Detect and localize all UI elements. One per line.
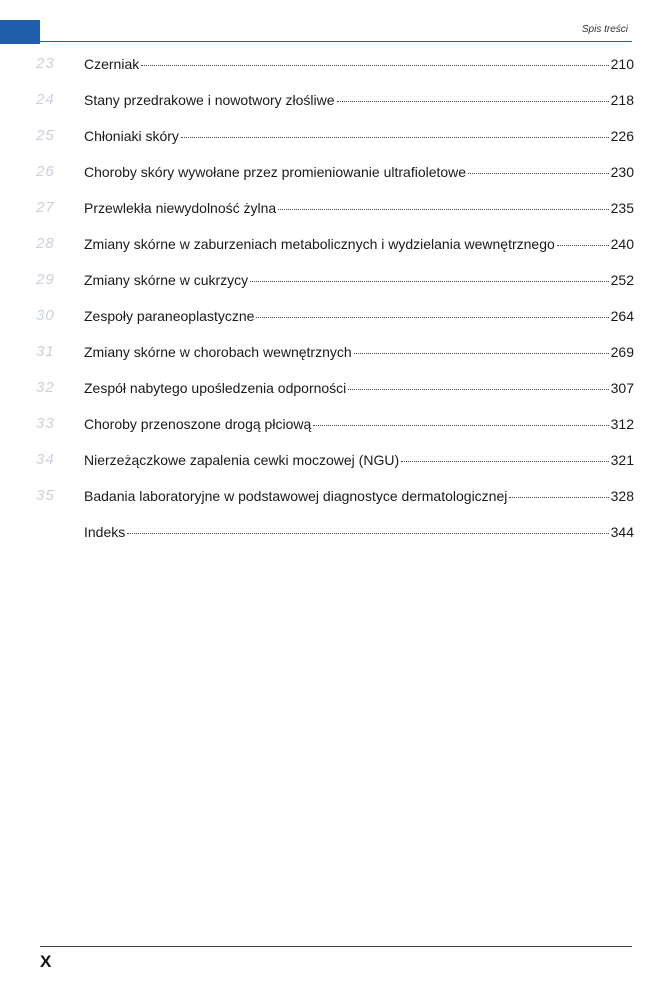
chapter-title: Zespoły paraneoplastyczne	[84, 308, 255, 324]
toc-entry[interactable]	[0, 268, 664, 292]
dot-leader	[348, 389, 608, 390]
toc-entry[interactable]	[0, 376, 664, 400]
page-number: 230	[610, 164, 634, 180]
dot-leader	[354, 353, 609, 354]
toc-entry-line	[84, 380, 634, 396]
page-number: 269	[610, 344, 634, 360]
folio-page-number: X	[40, 952, 52, 971]
toc-entry[interactable]	[0, 196, 664, 220]
toc-entry-line	[84, 92, 634, 108]
chapter-title: Przewlekła niewydolność żylna	[84, 200, 277, 216]
toc-entry-line	[84, 416, 634, 432]
toc-entry-index[interactable]	[0, 520, 664, 544]
chapter-number: 26	[36, 163, 55, 180]
page-number: 264	[610, 308, 634, 324]
page-number: 328	[610, 488, 634, 504]
chapter-number: 27	[36, 199, 55, 216]
toc-entry[interactable]	[0, 88, 664, 112]
toc-entry-line	[84, 524, 634, 540]
chapter-number: 30	[36, 307, 55, 324]
chapter-title: Choroby skóry wywołane przez promieniowanie ultrafioletowe	[84, 164, 467, 180]
toc-entry-line	[84, 164, 634, 180]
dot-leader	[278, 209, 608, 210]
footer-rule	[40, 946, 632, 947]
chapter-number: 25	[36, 127, 55, 144]
toc-entry-line	[84, 56, 634, 72]
chapter-number: 24	[36, 91, 55, 108]
chapter-number: 29	[36, 271, 55, 288]
chapter-title: Chłoniaki skóry	[84, 128, 179, 144]
dot-leader	[256, 317, 608, 318]
dot-leader	[337, 101, 609, 102]
chapter-title: Zmiany skórne w chorobach wewnętrznych	[84, 344, 352, 360]
chapter-number: 31	[36, 343, 55, 360]
dot-leader	[509, 497, 608, 498]
toc-entry-line	[84, 128, 634, 144]
header-rule	[40, 41, 632, 42]
toc-entry-line	[84, 452, 634, 468]
page-number: 312	[610, 416, 634, 432]
toc-entry[interactable]	[0, 340, 664, 364]
toc-entry-line	[84, 272, 634, 288]
page-number: 210	[610, 56, 634, 72]
toc-entry-line	[84, 308, 634, 324]
dot-leader	[141, 65, 608, 66]
page-number: 307	[610, 380, 634, 396]
toc-entry-line	[84, 200, 634, 216]
page-number: 252	[610, 272, 634, 288]
chapter-title: Choroby przenoszone drogą płciową	[84, 416, 312, 432]
index-title: Indeks	[84, 524, 126, 540]
page-number: 240	[610, 236, 634, 252]
chapter-number: 35	[36, 487, 55, 504]
page-number: 321	[610, 452, 634, 468]
dot-leader	[313, 425, 608, 426]
toc-entry-line	[84, 236, 634, 252]
page-number: 226	[610, 128, 634, 144]
page-number: 218	[610, 92, 634, 108]
chapter-title: Zmiany skórne w cukrzycy	[84, 272, 249, 288]
chapter-title: Zespół nabytego upośledzenia odporności	[84, 380, 347, 396]
chapter-title: Zmiany skórne w zaburzeniach metabolicznych i wydzielania wewnętrznego	[84, 236, 555, 252]
running-header-title: Spis treści	[581, 24, 628, 35]
dot-leader	[401, 461, 609, 462]
toc-entry-line	[84, 344, 634, 360]
toc-entry[interactable]	[0, 124, 664, 148]
dot-leader	[557, 245, 609, 246]
toc-entry[interactable]	[0, 52, 664, 76]
toc-entry[interactable]	[0, 304, 664, 328]
page-number: 235	[610, 200, 634, 216]
dot-leader	[127, 533, 608, 534]
toc-entry[interactable]	[0, 232, 664, 256]
chapter-title: Stany przedrakowe i nowotwory złośliwe	[84, 92, 335, 108]
chapter-title: Czerniak	[84, 56, 140, 72]
dot-leader	[250, 281, 608, 282]
page-number: 344	[610, 524, 634, 540]
chapter-title: Badania laboratoryjne w podstawowej diagnostyce dermatologicznej	[84, 488, 508, 504]
chapter-number: 32	[36, 379, 55, 396]
chapter-number: 28	[36, 235, 55, 252]
toc-entry[interactable]	[0, 484, 664, 508]
toc-entry-line	[84, 488, 634, 504]
toc-entry[interactable]	[0, 412, 664, 436]
chapter-title: Nierzeżączkowe zapalenia cewki moczowej (NGU)	[84, 452, 400, 468]
chapter-number: 34	[36, 451, 55, 468]
chapter-number: 33	[36, 415, 55, 432]
chapter-number: 23	[36, 55, 55, 72]
header-accent-block	[0, 20, 40, 44]
dot-leader	[468, 173, 609, 174]
dot-leader	[181, 137, 609, 138]
toc-entry[interactable]	[0, 448, 664, 472]
toc-entry[interactable]	[0, 160, 664, 184]
